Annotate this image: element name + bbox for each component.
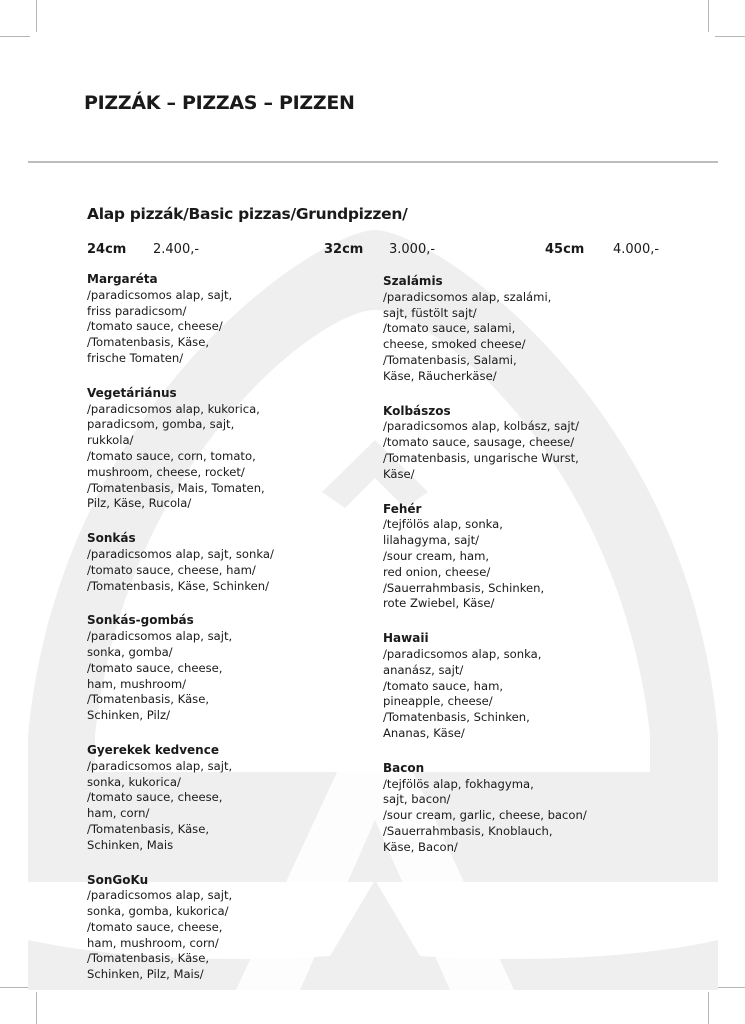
size-price: 2.400,-: [153, 242, 200, 257]
item-name: Sonkás-gombás: [87, 613, 194, 628]
menu-item: [383, 404, 683, 483]
item-description-line: pineapple, cheese/: [383, 694, 493, 709]
item-description-line: /Tomatenbasis, Schinken,: [383, 710, 530, 725]
item-description-line: paradicsom, gomba, sajt,: [87, 417, 235, 432]
item-description-line: red onion, cheese/: [383, 564, 491, 579]
item-name: Kolbászos: [383, 403, 451, 418]
size-label: 45cm: [545, 242, 585, 257]
item-description-line: /paradicsomos alap, sonka,: [383, 646, 542, 661]
item-description-line: /Tomatenbasis, ungarische Wurst,: [383, 450, 579, 465]
menu-item: [383, 502, 683, 613]
item-description-line: friss paradicsom/: [87, 303, 187, 318]
size-price: 3.000,-: [389, 242, 436, 257]
item-description-line: Käse/: [383, 466, 415, 481]
menu-item: [383, 631, 683, 742]
size-price: 4.000,-: [613, 242, 660, 257]
item-description-line: rote Zwiebel, Käse/: [383, 596, 495, 611]
item-description-line: rukkola/: [87, 433, 134, 448]
item-description-line: sonka, kukorica/: [87, 774, 181, 789]
size-label: 32cm: [324, 242, 364, 257]
item-description-line: Schinken, Pilz, Mais/: [87, 967, 204, 982]
item-description-line: /tejfölös alap, fokhagyma,: [383, 776, 534, 791]
item-description-line: /tomato sauce, sausage, cheese/: [383, 435, 575, 450]
item-description-line: ham, mushroom, corn/: [87, 935, 219, 950]
menu-item: [87, 272, 387, 367]
page-title: PIZZÁK – PIZZAS – PIZZEN: [84, 92, 355, 114]
item-description-line: /Tomatenbasis, Käse,: [87, 335, 210, 350]
item-description-line: ham, mushroom/: [87, 676, 187, 691]
right-menu-column: [383, 274, 683, 856]
item-description-line: /Sauerrahmbasis, Schinken,: [383, 580, 545, 595]
item-description-line: /sour cream, ham,: [383, 548, 490, 563]
item-description-line: /Sauerrahmbasis, Knoblauch,: [383, 823, 553, 838]
item-description-line: /Tomatenbasis, Käse, Schinken/: [87, 578, 270, 593]
item-description-line: /paradicsomos alap, sajt,: [87, 758, 233, 773]
item-name: SonGoKu: [87, 872, 149, 887]
menu-item: [383, 274, 683, 385]
item-description-line: /Tomatenbasis, Mais, Tomaten,: [87, 480, 265, 495]
item-description-line: mushroom, cheese, rocket/: [87, 464, 245, 479]
item-description-line: Schinken, Pilz/: [87, 708, 170, 723]
left-menu-column: [87, 272, 387, 983]
item-description-line: ananász, sajt/: [383, 662, 464, 677]
section-title: Alap pizzák/Basic pizzas/Grundpizzen/: [87, 205, 408, 223]
item-description-line: /tomato sauce, cheese,: [87, 790, 223, 805]
item-description-line: /Tomatenbasis, Käse,: [87, 951, 210, 966]
item-description-line: /paradicsomos alap, sajt,: [87, 629, 233, 644]
item-description-line: /paradicsomos alap, sajt,: [87, 888, 233, 903]
menu-item: [87, 613, 387, 724]
item-description-line: /Tomatenbasis, Käse,: [87, 692, 210, 707]
item-description-line: Pilz, Käse, Rucola/: [87, 496, 192, 511]
menu-item: [383, 761, 683, 856]
item-description-line: /tomato sauce, corn, tomato,: [87, 448, 256, 463]
divider: [28, 161, 718, 163]
item-description-line: ham, corn/: [87, 806, 150, 821]
item-description-line: /paradicsomos alap, kukorica,: [87, 401, 260, 416]
item-description-line: lilahagyma, sajt/: [383, 533, 480, 548]
item-description-line: /tomato sauce, cheese/: [87, 319, 223, 334]
menu-item: [87, 873, 387, 984]
item-description-line: /Tomatenbasis, Salami,: [383, 352, 517, 367]
item-description-line: /tejfölös alap, sonka,: [383, 517, 503, 532]
item-name: Gyerekek kedvence: [87, 742, 219, 757]
item-description-line: sajt, füstölt sajt/: [383, 305, 477, 320]
item-description-line: frische Tomaten/: [87, 350, 184, 365]
item-name: Hawaii: [383, 631, 429, 646]
item-name: Margaréta: [87, 272, 158, 286]
item-description-line: cheese, smoked cheese/: [383, 337, 526, 352]
item-description-line: sonka, gomba/: [87, 644, 173, 659]
item-description-line: /paradicsomos alap, sajt,: [87, 287, 233, 302]
item-name: Bacon: [383, 760, 425, 775]
item-description-line: /paradicsomos alap, sajt, sonka/: [87, 546, 274, 561]
menu-item: [87, 531, 387, 594]
item-description-line: /tomato sauce, cheese, ham/: [87, 562, 256, 577]
item-description-line: Käse, Bacon/: [383, 839, 458, 854]
item-description-line: /tomato sauce, salami,: [383, 321, 516, 336]
menu-item: [87, 386, 387, 512]
item-description-line: Käse, Räucherkäse/: [383, 368, 497, 383]
item-description-line: sonka, gomba, kukorica/: [87, 904, 229, 919]
item-description-line: sajt, bacon/: [383, 792, 451, 807]
item-name: Szalámis: [383, 274, 443, 288]
item-description-line: /sour cream, garlic, cheese, bacon/: [383, 808, 587, 823]
item-description-line: /tomato sauce, cheese,: [87, 919, 223, 934]
item-description-line: /Tomatenbasis, Käse,: [87, 821, 210, 836]
item-description-line: /paradicsomos alap, kolbász, sajt/: [383, 419, 579, 434]
menu-item: [87, 743, 387, 854]
item-name: Fehér: [383, 501, 422, 516]
item-name: Sonkás: [87, 531, 136, 546]
item-description-line: Ananas, Käse/: [383, 725, 465, 740]
size-label: 24cm: [87, 242, 127, 257]
item-description-line: /tomato sauce, ham,: [383, 678, 504, 693]
item-name: Vegetáriánus: [87, 385, 177, 400]
item-description-line: /paradicsomos alap, szalámi,: [383, 289, 552, 304]
item-description-line: Schinken, Mais: [87, 837, 174, 852]
item-description-line: /tomato sauce, cheese,: [87, 660, 223, 675]
